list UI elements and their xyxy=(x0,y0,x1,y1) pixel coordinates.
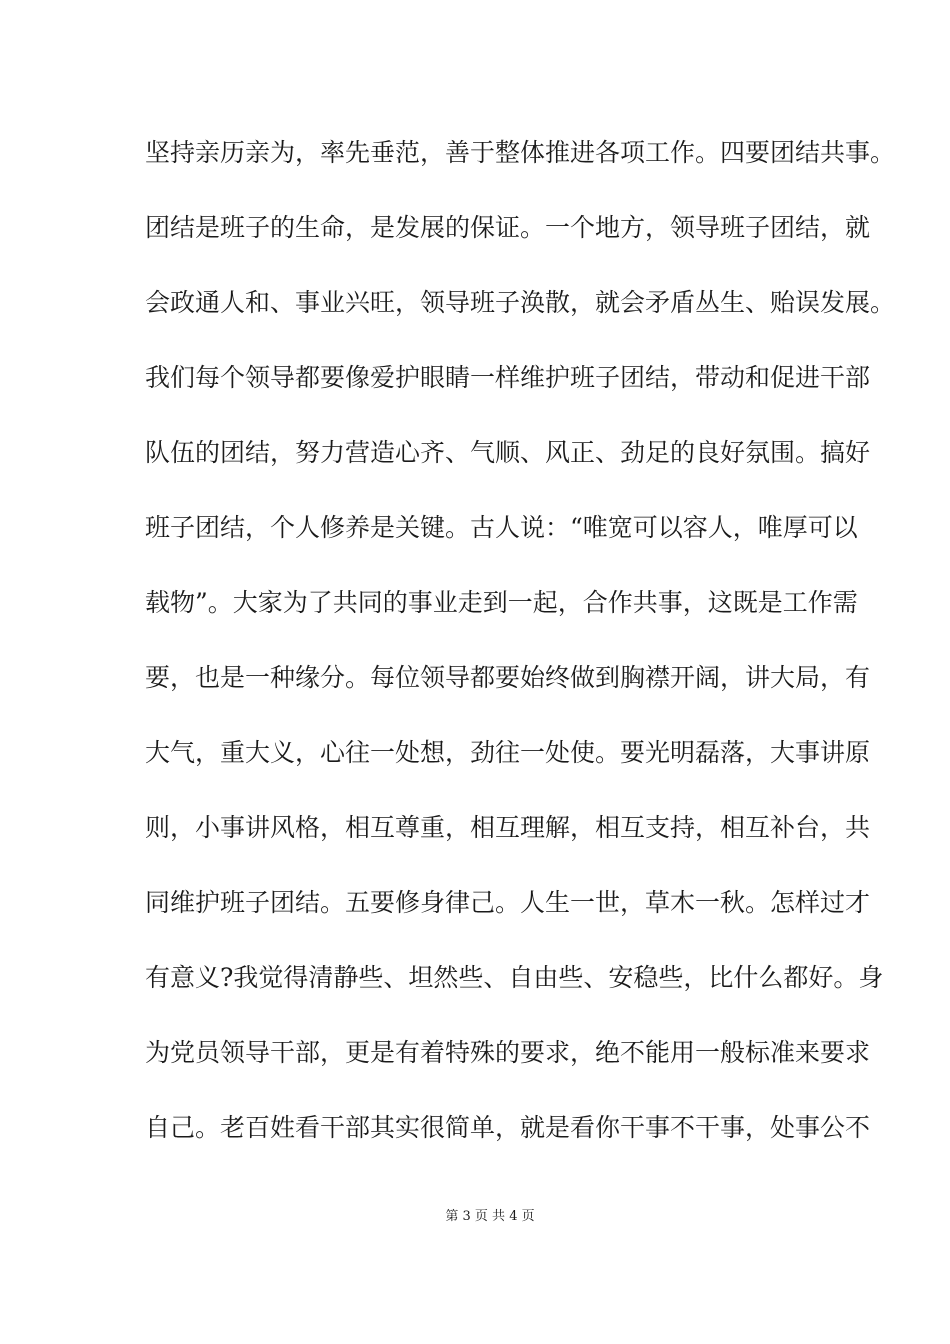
body-text xyxy=(145,133,896,1183)
text-line: 则，小事讲风格，相互尊重，相互理解，相互支持，相互补台，共 xyxy=(145,813,871,842)
text-line: 载物”。大家为了共同的事业走到一起，合作共事，这既是工作需 xyxy=(145,588,858,617)
text-line: 我们每个领导都要像爱护眼睛一样维护班子团结，带动和促进干部 xyxy=(145,363,871,392)
text-line: 坚持亲历亲为，率先垂范，善于整体推进各项工作。四要团结共事。 xyxy=(145,138,896,167)
text-line: 会政通人和、事业兴旺，领导班子涣散，就会矛盾丛生、贻误发展。 xyxy=(145,288,896,317)
text-line: 有意义?我觉得清静些、坦然些、自由些、安稳些，比什么都好。身 xyxy=(145,963,884,992)
text-line: 自己。老百姓看干部其实很简单，就是看你干事不干事，处事公不 xyxy=(145,1113,871,1142)
text-line: 队伍的团结，努力营造心齐、气顺、风正、劲足的良好氛围。搞好 xyxy=(145,438,871,467)
text-line: 要，也是一种缘分。每位领导都要始终做到胸襟开阔，讲大局，有 xyxy=(145,663,871,692)
text-line: 同维护班子团结。五要修身律己。人生一世，草木一秋。怎样过才 xyxy=(145,888,871,917)
text-line: 大气，重大义，心往一处想，劲往一处使。要光明磊落，大事讲原 xyxy=(145,738,871,767)
page-number-footer: 第 3 页 共 4 页 xyxy=(445,1209,535,1224)
text-line: 为党员领导干部，更是有着特殊的要求，绝不能用一般标准来要求 xyxy=(145,1038,871,1067)
text-line: 团结是班子的生命，是发展的保证。一个地方，领导班子团结，就 xyxy=(145,213,871,242)
text-line: 班子团结，个人修养是关键。古人说：“唯宽可以容人，唯厚可以 xyxy=(145,513,858,542)
